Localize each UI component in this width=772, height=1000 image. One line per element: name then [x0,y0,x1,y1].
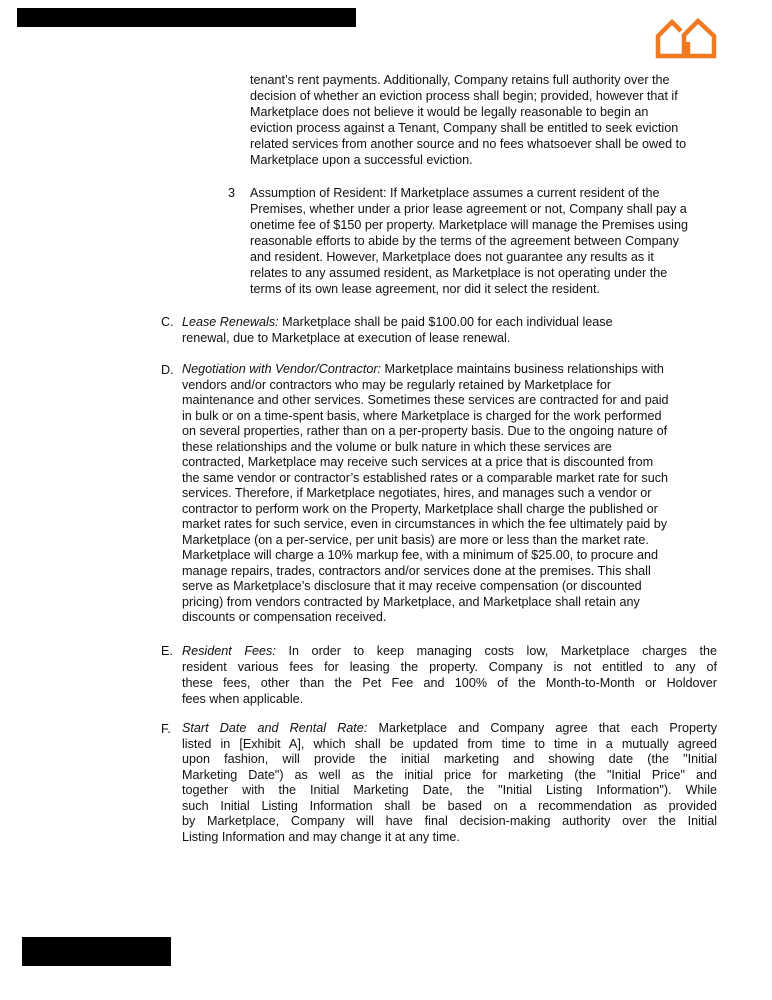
text-line: Marketplace (on a per-service, per unit basis) are more or less than the market rate. [182,532,649,547]
section-marker: E. [161,644,173,658]
text-line: onetime fee of $150 per property. Marketplace will manage the Premises using [250,218,688,232]
section-heading: Lease Renewals: [182,315,279,329]
text-line: and resident. However, Marketplace does not guarantee any results as it [250,250,654,264]
text-line: together with the Initial Marketing Date, the "Initial Listing Information"). While [182,783,717,797]
text-line: on several properties, rather than on a per-property basis. Due to the ongoing nature of [182,424,668,438]
text-line: manage repairs, trades, contractors and/or services done at the premises. This shall [182,563,651,578]
text-line: Premises, whether under a prior lease agreement or not, Company shall pay a [250,202,687,216]
text-line: market rates for such service, even in circumstances in which the fee ultimately paid by [182,517,668,531]
text-line: discounts or compensation received. [182,610,387,624]
text-line [182,643,717,659]
text-line: the same vendor or contractor’s established rates or a comparable market rate for such [182,470,669,485]
section-heading: Negotiation with Vendor/Contractor: [182,362,382,376]
text-line: these fees, other than the Pet Fee and 100% of the Month-to-Month or Holdover [182,676,717,690]
text-line: reasonable efforts to abide by the terms of the agreement between Company [250,234,679,248]
text-line: tenant’s rent payments. Additionally, Company retains full authority over the [250,73,670,87]
text-line: these relationships and the volume or bulk nature in which these services are [182,439,612,454]
house-logo-icon [652,18,720,60]
section-c-lease-renewals [161,314,613,346]
text-line: services. Therefore, if Marketplace negotiates, hires, and manages such a vendor or [182,486,652,500]
text-line: such Initial Listing Information shall be based on a recommendation as provided [182,798,717,813]
section-d-negotiation [161,362,669,626]
section-f-start-date [161,721,717,845]
continued-paragraph [250,72,686,168]
redacted-header [17,8,356,27]
text-line: eviction process against a Tenant, Company shall be entitled to seek eviction [250,121,679,135]
text-line: resident various fees for leasing the property. Company is not entitled to any of [182,660,717,674]
text-line: vendors and/or contractors who may be regularly retained by Marketplace for [182,377,612,392]
text-line: Assumption of Resident: If Marketplace assumes a current resident of the [250,186,660,200]
text-span: Marketplace shall be paid $100.00 for each individual lease [278,315,613,329]
section-marker: C. [161,315,174,329]
text-line: Marketing Date") as well as the initial price for marketing (the "Initial Price" and [182,767,717,782]
text-line: by Marketplace, Company will have final decision-making authority over the Initial [182,814,717,828]
text-line: in bulk or on a time-spent basis, where Marketplace is charged for the work performed [182,408,662,423]
text-line: relates to any assumed resident, as Marketplace is not operating under the [250,266,668,280]
section-heading: Start Date and Rental Rate: [182,721,368,735]
text-span: Marketplace and Company agree that each Property [367,721,717,735]
text-span: In order to keep managing costs low, Marketplace charges the [275,644,717,658]
section-marker: D. [161,363,174,377]
text-line: Marketplace does not believe it would be legally reasonable to begin an [250,105,649,119]
item-3-assumption-of-resident [228,185,688,297]
text-line [182,314,613,330]
text-line: Marketplace will charge a 10% markup fee, with a minimum of $25.00, to procure and [182,548,658,562]
text-line: pricing) from vendors contracted by Marketplace, and Marketplace shall retain any [182,594,640,609]
text-line: related services from another source and no fees whatsoever shall be owed to [250,137,687,151]
text-line: contracted, Marketplace may receive such services at a price that is discounted from [182,455,654,469]
text-line: listed in [Exhibit A], which shall be updated from time to time in a mutually agreed [182,736,717,751]
text-line: maintenance and other services. Sometimes these services are contracted for and paid [182,393,669,407]
text-line: serve as Marketplace’s disclosure that it may receive compensation (or discounted [182,579,642,593]
text-line [182,362,669,378]
text-span: Marketplace maintains business relationships with [381,362,664,376]
text-line: fees when applicable. [182,692,304,706]
text-line: Marketplace upon a successful eviction. [250,153,473,167]
redacted-footer [22,937,171,966]
text-line: terms of its own lease agreement, nor did it select the resident. [250,282,600,296]
section-e-resident-fees [161,643,717,707]
item-marker: 3 [228,186,236,200]
text-line: decision of whether an eviction process shall begin; provided, however that if [250,89,678,103]
text-line [182,721,717,737]
text-line: upon fashion, will provide the initial marketing and showing date (the "Initial [182,752,717,766]
section-heading: Resident Fees: [182,644,276,658]
text-line: contractor to perform work on the Property, Marketplace shall charge the published or [182,501,658,516]
text-line: renewal, due to Marketplace at execution of lease renewal. [182,331,511,345]
section-marker: F. [161,722,171,736]
text-line: Listing Information and may change it at any time. [182,829,460,844]
